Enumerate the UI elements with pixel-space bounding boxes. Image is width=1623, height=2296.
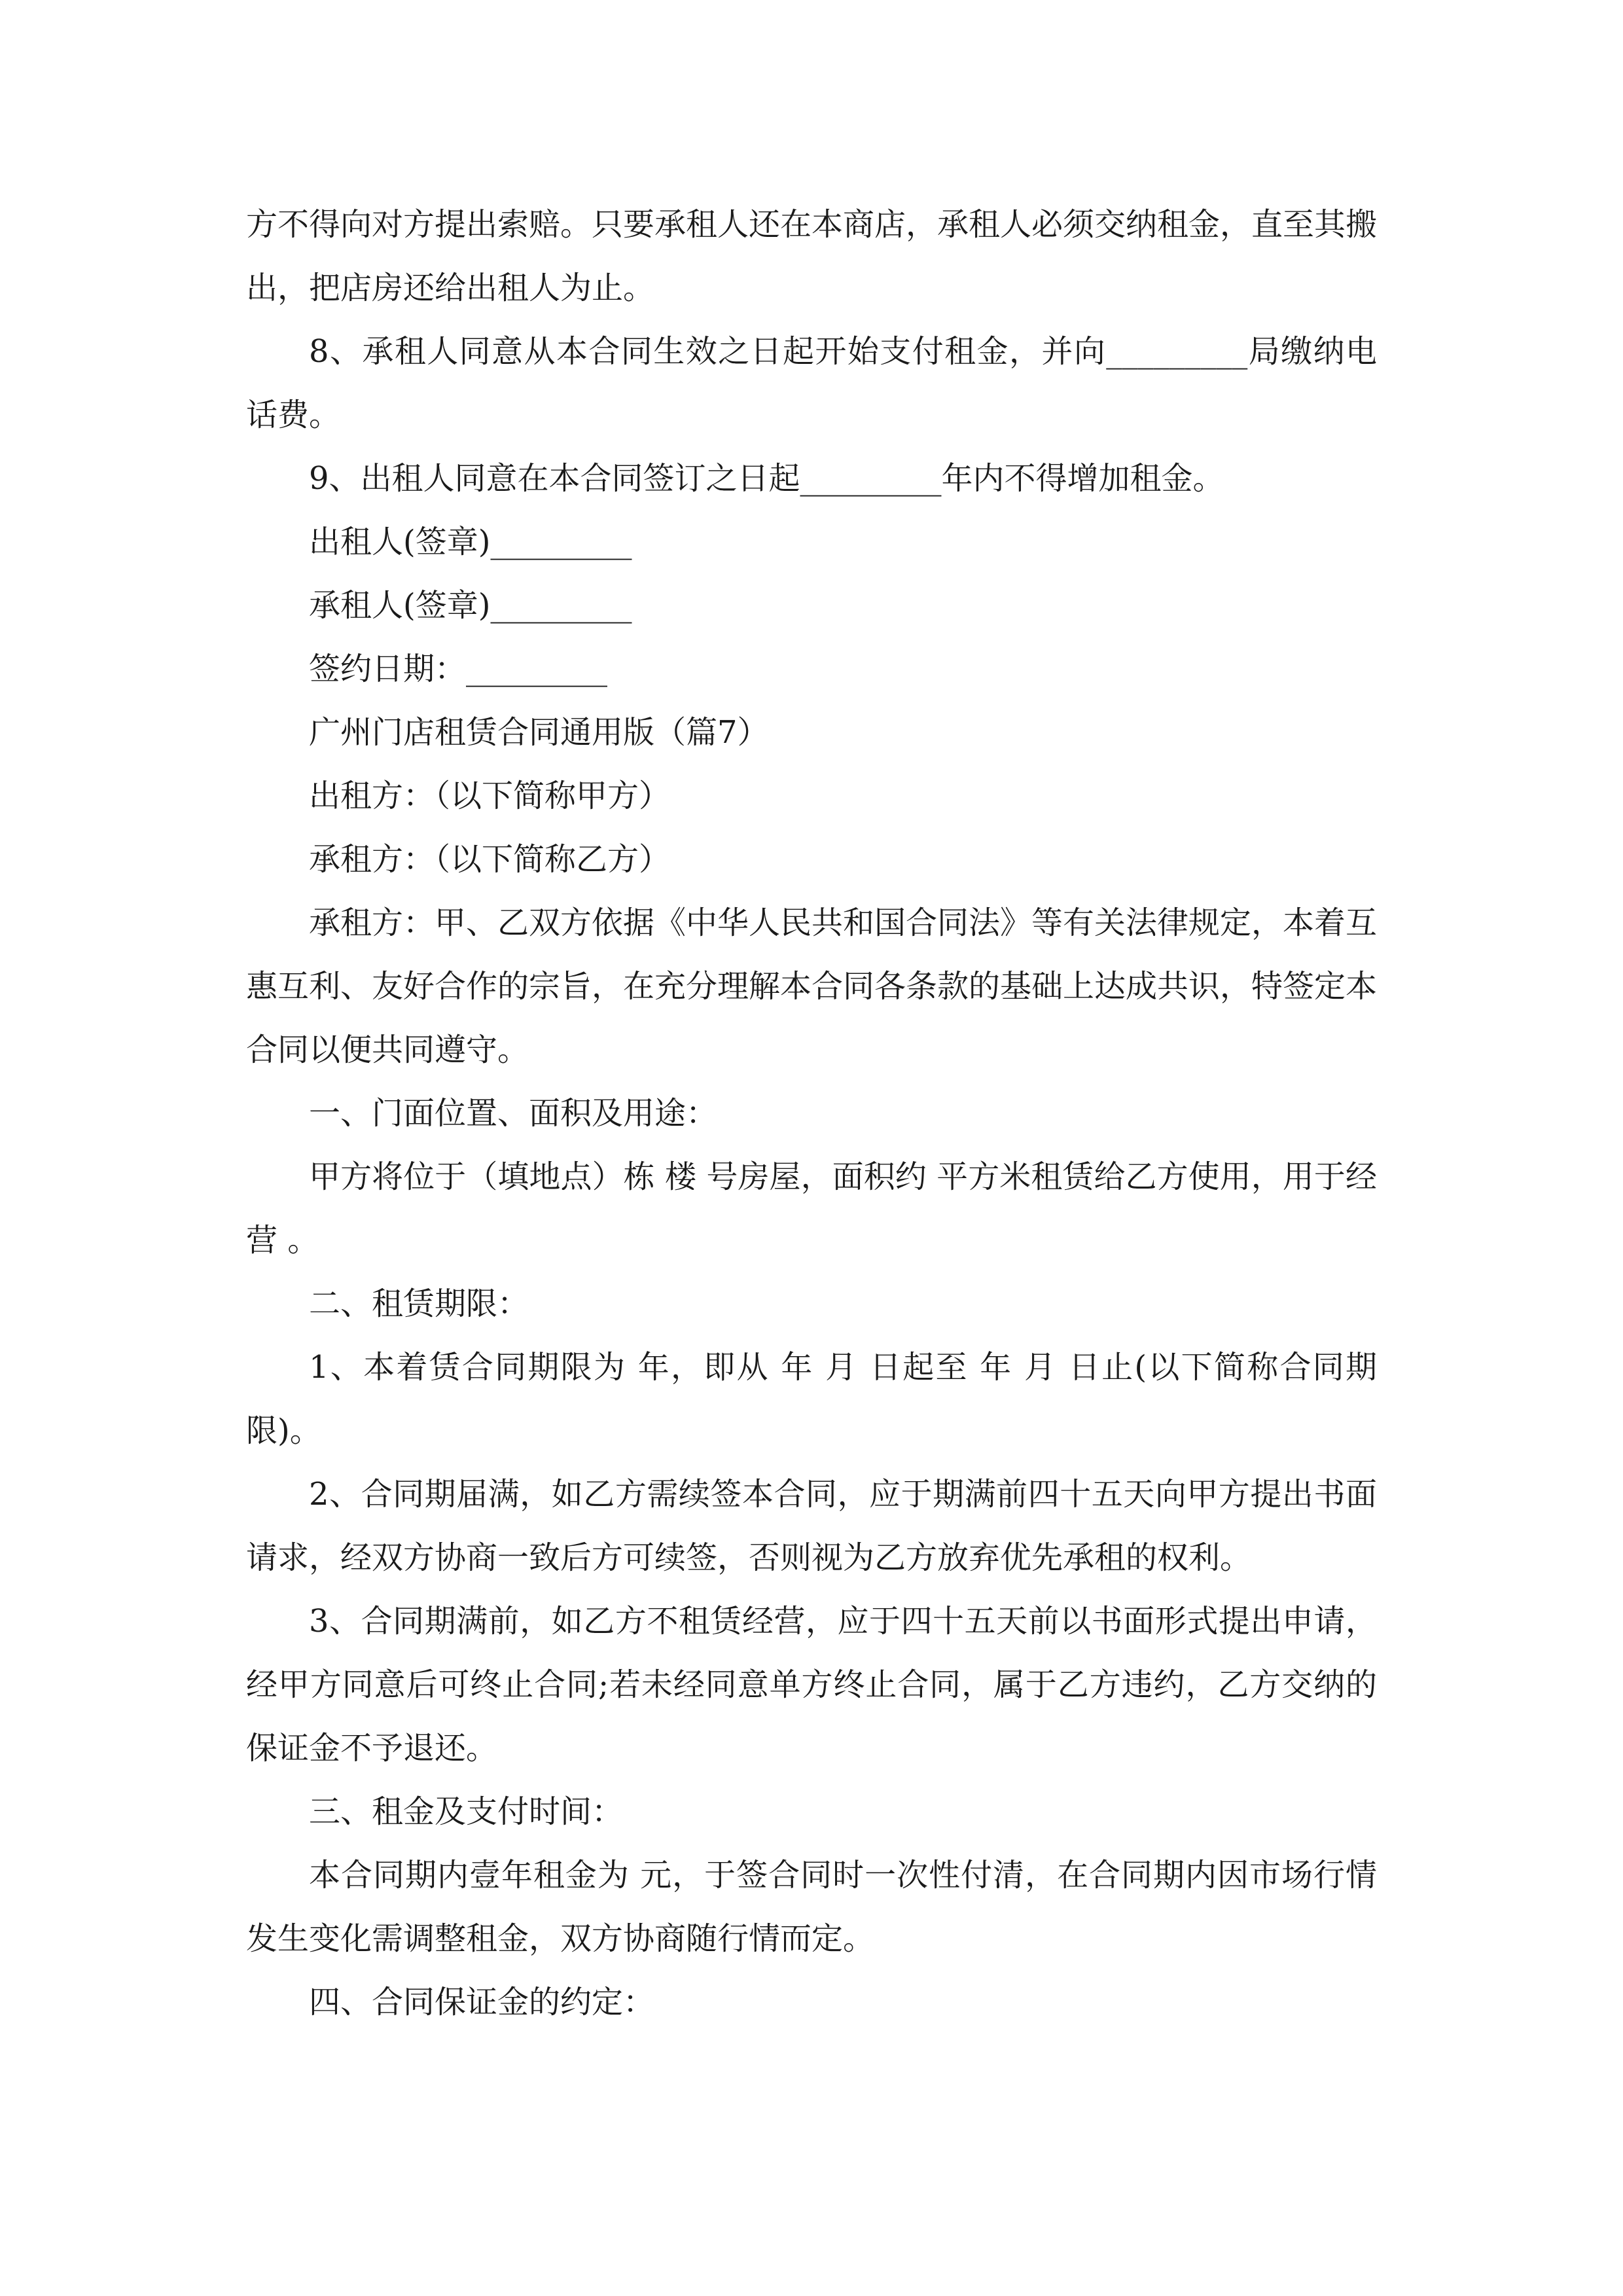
lessor-signature-line: 出租人(签章)_________ (309, 524, 632, 560)
lease-term-clause-1: 1、本着赁合同期限为 年，即从 年 月 日起至 年 月 日止(以下简称合同期限)。 (246, 1349, 1377, 1449)
clause-9: 9、出租人同意在本合同签订之日起_________年内不得增加租金。 (309, 460, 1224, 497)
lease-term-clause-2: 2、合同期届满，如乙方需续签本合同，应于期满前四十五天向甲方提出书面请求，经双方协商一致后方可续签，否则视为乙方放弃优先承租的权利。 (246, 1476, 1377, 1576)
lease-term-clause-3: 3、合同期满前，如乙方不租赁经营，应于四十五天前以书面形式提出申请，经甲方同意后可终止合同;若未经同意单方终止合同，属于乙方违约，乙方交纳的保证金不予退还。 (246, 1603, 1377, 1767)
signing-date-line: 签约日期：_________ (309, 651, 608, 687)
party-a-line: 出租方：（以下简称甲方） (309, 778, 671, 814)
party-b-line: 承租方：（以下简称乙方） (309, 841, 671, 878)
heading-deposit: 四、合同保证金的约定： (309, 1984, 655, 2020)
clause-8: 8、承租人同意从本合同生效之日起开始支付租金，并向_________局缴纳电话费。 (246, 333, 1377, 433)
heading-lease-term: 二、租赁期限： (309, 1285, 529, 1322)
document-body (246, 193, 1377, 2034)
rent-paragraph: 本合同期内壹年租金为 元，于签合同时一次性付清，在合同期内因市场行情发生变化需调整租金，双方协商随行情而定。 (246, 1857, 1377, 1957)
preamble-paragraph: 承租方：甲、乙双方依据《中华人民共和国合同法》等有关法律规定，本着互惠互利、友好合作的宗旨，在充分理解本合同各条款的基础上达成共识，特签定本合同以便共同遵守。 (246, 905, 1378, 1068)
heading-rent-payment: 三、租金及支付时间： (309, 1793, 624, 1830)
section-title: 广州门店租赁合同通用版（篇7） (309, 714, 769, 751)
lessee-signature-line: 承租人(签章)_________ (309, 587, 632, 624)
heading-location-area-use: 一、门面位置、面积及用途： (309, 1095, 718, 1132)
location-paragraph: 甲方将位于（填地点）栋 楼 号房屋，面积约 平方米租赁给乙方使用，用于经营 。 (246, 1158, 1377, 1259)
paragraph-continuation: 方不得向对方提出索赔。只要承租人还在本商店，承租人必须交纳租金，直至其搬出，把店房还给出租人为止。 (246, 206, 1378, 306)
